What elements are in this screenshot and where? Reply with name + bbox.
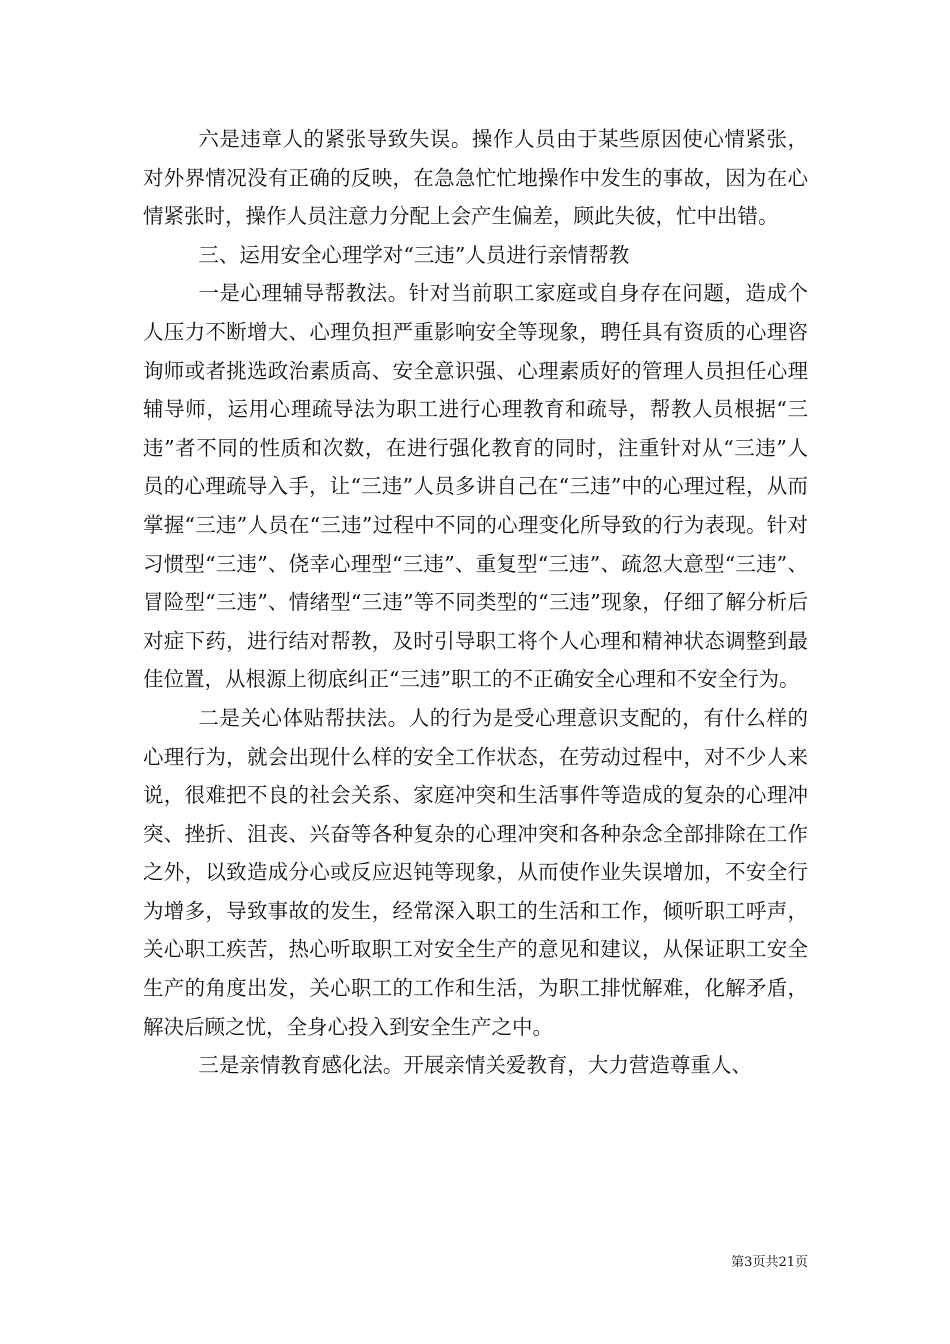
page-number-footer: 第3页共21页	[731, 1255, 808, 1270]
paragraph-method-three: 三是亲情教育感化法。开展亲情关爱教育，大力营造尊重人、	[198, 1053, 752, 1078]
document-body	[143, 120, 808, 1085]
paragraph-method-two: 二是关心体贴帮扶法。人的行为是受心理意识支配的，有什么样的心理行为，就会出现什么样的安全工作状态，在劳动过程中，对不少人来说，很难把不良的社会关系、家庭冲突和生活事件等造成的复杂的心理冲突、挫折、沮丧、兴奋等各种复杂的心理冲突和各种杂念全部排除在工作之外，以致造成分心或反应迟钝等现象，从而使作业失误增加，不安全行为增多，导致事故的发生，经常深入职工的生活和工作，倾听职工呼声，关心职工疾苦，热心听取职工对安全生产的意见和建议，从保证职工安全生产的角度出发，关心职工的工作和生活，为职工排忧解难，化解矛盾，解决后顾之忧，全身心投入到安全生产之中。	[143, 705, 808, 1039]
section-heading-three: 三、运用安全心理学对“三违”人员进行亲情帮教	[198, 242, 630, 267]
paragraph-method-one: 一是心理辅导帮教法。针对当前职工家庭或自身存在问题，造成个人压力不断增大、心理负担严重影响安全等现象，聘任具有资质的心理咨询师或者挑选政治素质高、安全意识强、心理素质好的管理人员担任心理辅导师，运用心理疏导法为职工进行心理教育和疏导，帮教人员根据“三违”者不同的性质和次数，在进行强化教育的同时，注重针对从“三违”人员的心理疏导入手，让“三违”人员多讲自己在“三违”中的心理过程，从而掌握“三违”人员在“三违”过程中不同的心理变化所导致的行为表现。针对习惯型“三违”、侥幸心理型“三违”、重复型“三违”、疏忽大意型“三违”、冒险型“三违”、情绪型“三违”等不同类型的“三违”现象，仔细了解分析后对症下药，进行结对帮教，及时引导职工将个人心理和精神状态调整到最佳位置，从根源上彻底纠正“三违”职工的不正确安全心理和不安全行为。	[143, 281, 808, 692]
paragraph-cause-six: 六是违章人的紧张导致失误。操作人员由于某些原因使心情紧张，对外界情况没有正确的反映，在急急忙忙地操作中发生的事故，因为在心情紧张时，操作人员注意力分配上会产生偏差，顾此失彼，忙中出错。	[143, 127, 808, 229]
